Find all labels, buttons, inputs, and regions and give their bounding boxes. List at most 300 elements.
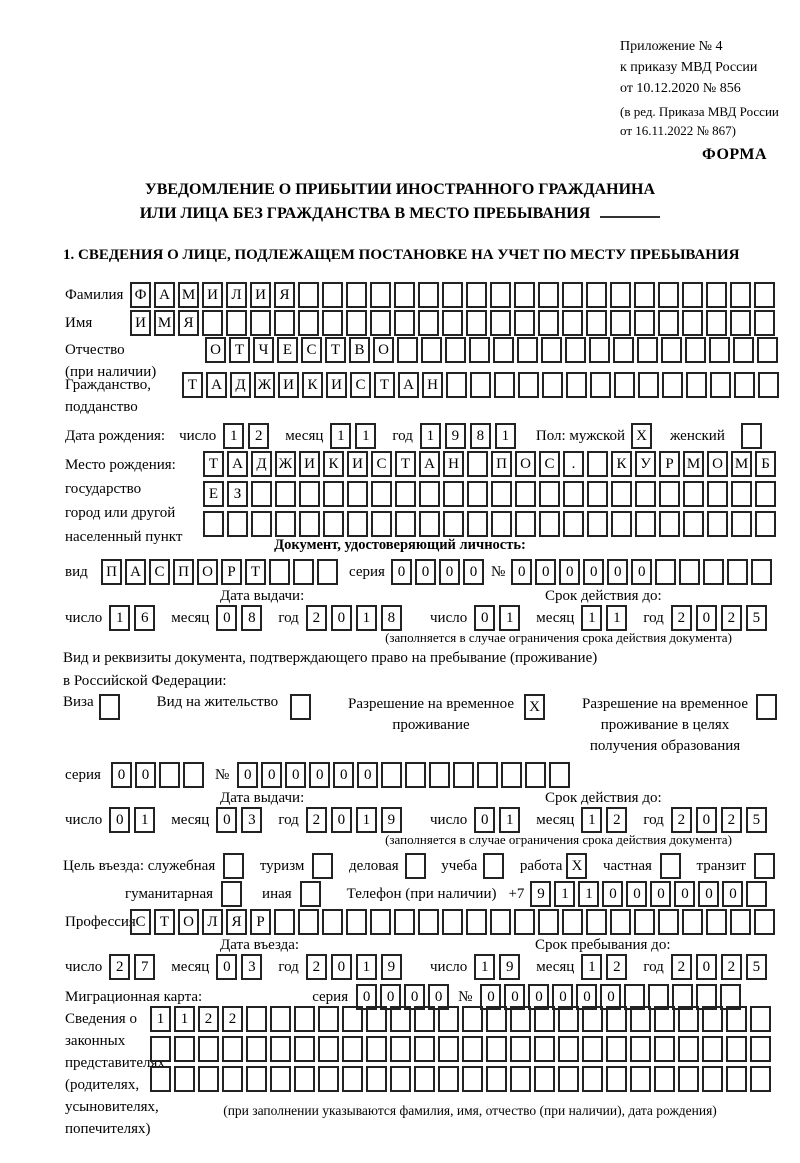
char-cell[interactable]: У xyxy=(635,451,656,477)
char-cell[interactable] xyxy=(346,909,367,935)
char-cell[interactable] xyxy=(419,481,440,507)
char-cell[interactable] xyxy=(370,310,391,336)
char-cell[interactable] xyxy=(366,1066,387,1092)
char-cell[interactable] xyxy=(347,511,368,537)
char-cell[interactable] xyxy=(203,511,224,537)
char-cell[interactable] xyxy=(630,1036,651,1062)
char-cell[interactable]: 1 xyxy=(420,423,441,449)
char-cell[interactable] xyxy=(150,1066,171,1092)
char-cell[interactable] xyxy=(251,511,272,537)
char-cell[interactable]: 0 xyxy=(552,984,573,1010)
char-cell[interactable]: О xyxy=(515,451,536,477)
char-cell[interactable]: 0 xyxy=(626,881,647,907)
char-cell[interactable] xyxy=(150,1036,171,1062)
char-cell[interactable]: 0 xyxy=(600,984,621,1010)
purpose-business-checkbox[interactable] xyxy=(405,853,426,879)
char-cell[interactable] xyxy=(637,337,658,363)
char-cell[interactable] xyxy=(466,310,487,336)
char-cell[interactable] xyxy=(445,337,466,363)
char-cell[interactable] xyxy=(270,1066,291,1092)
char-cell[interactable]: П xyxy=(101,559,122,585)
char-cell[interactable]: 0 xyxy=(333,762,354,788)
char-cell[interactable]: В xyxy=(349,337,370,363)
char-cell[interactable] xyxy=(443,511,464,537)
visa-checkbox[interactable] xyxy=(99,694,120,720)
char-cell[interactable] xyxy=(726,1006,747,1032)
char-cell[interactable]: 0 xyxy=(356,984,377,1010)
char-cell[interactable] xyxy=(342,1006,363,1032)
char-cell[interactable]: 0 xyxy=(674,881,695,907)
char-cell[interactable]: 0 xyxy=(559,559,580,585)
char-cell[interactable]: М xyxy=(154,310,175,336)
char-cell[interactable] xyxy=(566,372,587,398)
char-cell[interactable] xyxy=(414,1036,435,1062)
purpose-study-checkbox[interactable] xyxy=(483,853,504,879)
char-cell[interactable] xyxy=(517,337,538,363)
char-cell[interactable] xyxy=(501,762,522,788)
char-cell[interactable] xyxy=(638,372,659,398)
char-cell[interactable] xyxy=(565,337,586,363)
char-cell[interactable]: 8 xyxy=(241,605,262,631)
char-cell[interactable]: Я xyxy=(274,282,295,308)
char-cell[interactable]: Т xyxy=(325,337,346,363)
char-cell[interactable] xyxy=(611,481,632,507)
char-cell[interactable] xyxy=(395,481,416,507)
char-cell[interactable]: 5 xyxy=(746,605,767,631)
char-cell[interactable]: О xyxy=(205,337,226,363)
char-cell[interactable] xyxy=(746,881,767,907)
char-cell[interactable]: 1 xyxy=(474,954,495,980)
char-cell[interactable] xyxy=(549,762,570,788)
char-cell[interactable]: 2 xyxy=(721,954,742,980)
char-cell[interactable]: 1 xyxy=(578,881,599,907)
char-cell[interactable] xyxy=(371,511,392,537)
char-cell[interactable] xyxy=(486,1006,507,1032)
char-cell[interactable]: 0 xyxy=(696,605,717,631)
char-cell[interactable] xyxy=(682,310,703,336)
char-cell[interactable] xyxy=(730,310,751,336)
char-cell[interactable] xyxy=(510,1036,531,1062)
char-cell[interactable] xyxy=(294,1006,315,1032)
purpose-private-checkbox[interactable] xyxy=(660,853,681,879)
char-cell[interactable]: 7 xyxy=(134,954,155,980)
char-cell[interactable] xyxy=(293,559,314,585)
char-cell[interactable] xyxy=(494,372,515,398)
char-cell[interactable]: С xyxy=(130,909,151,935)
char-cell[interactable] xyxy=(442,282,463,308)
char-cell[interactable]: О xyxy=(707,451,728,477)
char-cell[interactable] xyxy=(590,372,611,398)
char-cell[interactable] xyxy=(515,481,536,507)
char-cell[interactable] xyxy=(322,909,343,935)
char-cell[interactable] xyxy=(429,762,450,788)
char-cell[interactable] xyxy=(707,481,728,507)
char-cell[interactable]: 0 xyxy=(309,762,330,788)
char-cell[interactable] xyxy=(438,1066,459,1092)
char-cell[interactable]: 0 xyxy=(404,984,425,1010)
char-cell[interactable] xyxy=(682,282,703,308)
char-cell[interactable] xyxy=(562,310,583,336)
char-cell[interactable] xyxy=(655,559,676,585)
char-cell[interactable] xyxy=(606,1066,627,1092)
char-cell[interactable] xyxy=(750,1036,771,1062)
char-cell[interactable] xyxy=(750,1066,771,1092)
char-cell[interactable] xyxy=(405,762,426,788)
char-cell[interactable] xyxy=(294,1036,315,1062)
char-cell[interactable]: 2 xyxy=(606,807,627,833)
char-cell[interactable]: 0 xyxy=(428,984,449,1010)
purpose-humanitarian-checkbox[interactable] xyxy=(221,881,242,907)
char-cell[interactable] xyxy=(298,909,319,935)
char-cell[interactable]: Д xyxy=(251,451,272,477)
char-cell[interactable]: 0 xyxy=(357,762,378,788)
char-cell[interactable] xyxy=(630,1006,651,1032)
char-cell[interactable] xyxy=(510,1006,531,1032)
char-cell[interactable] xyxy=(754,282,775,308)
char-cell[interactable]: 0 xyxy=(698,881,719,907)
char-cell[interactable]: А xyxy=(419,451,440,477)
char-cell[interactable]: И xyxy=(130,310,151,336)
char-cell[interactable] xyxy=(467,451,488,477)
char-cell[interactable] xyxy=(534,1036,555,1062)
char-cell[interactable] xyxy=(390,1036,411,1062)
char-cell[interactable] xyxy=(635,481,656,507)
char-cell[interactable]: П xyxy=(491,451,512,477)
char-cell[interactable]: Л xyxy=(226,282,247,308)
char-cell[interactable] xyxy=(682,909,703,935)
char-cell[interactable] xyxy=(634,282,655,308)
char-cell[interactable] xyxy=(538,909,559,935)
char-cell[interactable]: 0 xyxy=(650,881,671,907)
char-cell[interactable] xyxy=(757,337,778,363)
char-cell[interactable] xyxy=(183,762,204,788)
char-cell[interactable] xyxy=(587,451,608,477)
female-checkbox[interactable] xyxy=(741,423,762,449)
char-cell[interactable]: 0 xyxy=(331,807,352,833)
char-cell[interactable]: 2 xyxy=(306,954,327,980)
char-cell[interactable]: И xyxy=(202,282,223,308)
char-cell[interactable]: 3 xyxy=(241,954,262,980)
purpose-transit-checkbox[interactable] xyxy=(754,853,775,879)
char-cell[interactable]: 9 xyxy=(445,423,466,449)
char-cell[interactable] xyxy=(634,310,655,336)
char-cell[interactable]: 0 xyxy=(480,984,501,1010)
char-cell[interactable] xyxy=(586,310,607,336)
char-cell[interactable]: Р xyxy=(250,909,271,935)
char-cell[interactable]: М xyxy=(178,282,199,308)
purpose-tourism-checkbox[interactable] xyxy=(312,853,333,879)
char-cell[interactable] xyxy=(462,1036,483,1062)
char-cell[interactable] xyxy=(582,1036,603,1062)
char-cell[interactable]: 0 xyxy=(216,605,237,631)
char-cell[interactable] xyxy=(685,337,706,363)
char-cell[interactable] xyxy=(322,310,343,336)
char-cell[interactable]: 1 xyxy=(581,807,602,833)
char-cell[interactable] xyxy=(755,481,776,507)
male-checkbox[interactable]: X xyxy=(631,423,652,449)
char-cell[interactable]: Т xyxy=(245,559,266,585)
char-cell[interactable]: 0 xyxy=(331,954,352,980)
char-cell[interactable] xyxy=(490,310,511,336)
char-cell[interactable] xyxy=(298,310,319,336)
char-cell[interactable] xyxy=(477,762,498,788)
char-cell[interactable]: 0 xyxy=(111,762,132,788)
char-cell[interactable]: 0 xyxy=(576,984,597,1010)
char-cell[interactable] xyxy=(734,372,755,398)
char-cell[interactable] xyxy=(491,511,512,537)
char-cell[interactable] xyxy=(342,1036,363,1062)
char-cell[interactable] xyxy=(227,511,248,537)
char-cell[interactable] xyxy=(731,481,752,507)
char-cell[interactable] xyxy=(298,282,319,308)
char-cell[interactable] xyxy=(558,1066,579,1092)
char-cell[interactable] xyxy=(453,762,474,788)
char-cell[interactable] xyxy=(174,1066,195,1092)
char-cell[interactable]: 0 xyxy=(722,881,743,907)
char-cell[interactable]: К xyxy=(611,451,632,477)
char-cell[interactable] xyxy=(274,310,295,336)
char-cell[interactable] xyxy=(390,1066,411,1092)
char-cell[interactable] xyxy=(678,1036,699,1062)
char-cell[interactable] xyxy=(346,310,367,336)
char-cell[interactable] xyxy=(518,372,539,398)
char-cell[interactable]: 0 xyxy=(474,605,495,631)
char-cell[interactable]: 1 xyxy=(606,605,627,631)
char-cell[interactable] xyxy=(514,282,535,308)
char-cell[interactable]: С xyxy=(301,337,322,363)
char-cell[interactable] xyxy=(250,310,271,336)
temp-residence-education-checkbox[interactable] xyxy=(756,694,777,720)
char-cell[interactable]: 0 xyxy=(285,762,306,788)
char-cell[interactable] xyxy=(683,511,704,537)
char-cell[interactable]: 2 xyxy=(306,605,327,631)
char-cell[interactable] xyxy=(318,1066,339,1092)
char-cell[interactable] xyxy=(610,282,631,308)
char-cell[interactable]: 0 xyxy=(504,984,525,1010)
char-cell[interactable]: С xyxy=(350,372,371,398)
char-cell[interactable]: 0 xyxy=(109,807,130,833)
char-cell[interactable] xyxy=(558,1006,579,1032)
char-cell[interactable] xyxy=(683,481,704,507)
char-cell[interactable] xyxy=(514,909,535,935)
char-cell[interactable] xyxy=(582,1006,603,1032)
char-cell[interactable] xyxy=(246,1006,267,1032)
char-cell[interactable]: 2 xyxy=(671,954,692,980)
char-cell[interactable]: 0 xyxy=(380,984,401,1010)
char-cell[interactable]: И xyxy=(326,372,347,398)
char-cell[interactable]: Т xyxy=(154,909,175,935)
char-cell[interactable] xyxy=(397,337,418,363)
char-cell[interactable] xyxy=(611,511,632,537)
char-cell[interactable] xyxy=(755,511,776,537)
char-cell[interactable]: 0 xyxy=(511,559,532,585)
char-cell[interactable] xyxy=(562,282,583,308)
char-cell[interactable] xyxy=(346,282,367,308)
char-cell[interactable] xyxy=(514,310,535,336)
char-cell[interactable] xyxy=(686,372,707,398)
char-cell[interactable] xyxy=(610,310,631,336)
char-cell[interactable] xyxy=(731,511,752,537)
char-cell[interactable]: 9 xyxy=(381,807,402,833)
char-cell[interactable] xyxy=(635,511,656,537)
char-cell[interactable]: 0 xyxy=(528,984,549,1010)
char-cell[interactable] xyxy=(586,282,607,308)
char-cell[interactable] xyxy=(587,511,608,537)
char-cell[interactable] xyxy=(202,310,223,336)
char-cell[interactable] xyxy=(467,481,488,507)
char-cell[interactable] xyxy=(486,1066,507,1092)
char-cell[interactable] xyxy=(421,337,442,363)
char-cell[interactable] xyxy=(469,337,490,363)
char-cell[interactable] xyxy=(366,1036,387,1062)
char-cell[interactable]: Н xyxy=(443,451,464,477)
char-cell[interactable]: Е xyxy=(277,337,298,363)
char-cell[interactable]: 1 xyxy=(109,605,130,631)
char-cell[interactable] xyxy=(542,372,563,398)
char-cell[interactable] xyxy=(347,481,368,507)
char-cell[interactable] xyxy=(462,1066,483,1092)
char-cell[interactable] xyxy=(654,1066,675,1092)
char-cell[interactable] xyxy=(751,559,772,585)
char-cell[interactable]: К xyxy=(302,372,323,398)
char-cell[interactable]: 5 xyxy=(746,807,767,833)
char-cell[interactable] xyxy=(563,511,584,537)
temp-residence-checkbox[interactable]: X xyxy=(524,694,545,720)
char-cell[interactable] xyxy=(270,1036,291,1062)
char-cell[interactable] xyxy=(159,762,180,788)
char-cell[interactable]: . xyxy=(563,451,584,477)
char-cell[interactable] xyxy=(754,310,775,336)
char-cell[interactable] xyxy=(438,1006,459,1032)
char-cell[interactable] xyxy=(226,310,247,336)
char-cell[interactable] xyxy=(515,511,536,537)
char-cell[interactable] xyxy=(634,909,655,935)
char-cell[interactable] xyxy=(466,282,487,308)
char-cell[interactable]: Р xyxy=(221,559,242,585)
char-cell[interactable] xyxy=(606,1036,627,1062)
char-cell[interactable]: О xyxy=(197,559,218,585)
char-cell[interactable]: Ф xyxy=(130,282,151,308)
char-cell[interactable] xyxy=(678,1066,699,1092)
char-cell[interactable]: А xyxy=(125,559,146,585)
char-cell[interactable] xyxy=(582,1066,603,1092)
char-cell[interactable] xyxy=(493,337,514,363)
char-cell[interactable]: А xyxy=(398,372,419,398)
char-cell[interactable] xyxy=(222,1036,243,1062)
char-cell[interactable] xyxy=(251,481,272,507)
char-cell[interactable]: Я xyxy=(226,909,247,935)
char-cell[interactable]: 0 xyxy=(474,807,495,833)
char-cell[interactable] xyxy=(525,762,546,788)
char-cell[interactable] xyxy=(726,1036,747,1062)
char-cell[interactable]: 2 xyxy=(606,954,627,980)
char-cell[interactable] xyxy=(318,1006,339,1032)
char-cell[interactable]: 9 xyxy=(530,881,551,907)
char-cell[interactable]: 0 xyxy=(261,762,282,788)
char-cell[interactable]: 1 xyxy=(356,605,377,631)
char-cell[interactable] xyxy=(754,909,775,935)
char-cell[interactable]: И xyxy=(347,451,368,477)
char-cell[interactable]: О xyxy=(373,337,394,363)
char-cell[interactable] xyxy=(562,909,583,935)
char-cell[interactable]: 2 xyxy=(721,807,742,833)
char-cell[interactable] xyxy=(654,1006,675,1032)
char-cell[interactable] xyxy=(730,909,751,935)
char-cell[interactable] xyxy=(366,1006,387,1032)
char-cell[interactable]: 2 xyxy=(222,1006,243,1032)
purpose-other-checkbox[interactable] xyxy=(300,881,321,907)
char-cell[interactable] xyxy=(370,909,391,935)
char-cell[interactable] xyxy=(630,1066,651,1092)
char-cell[interactable] xyxy=(270,1006,291,1032)
purpose-official-checkbox[interactable] xyxy=(223,853,244,879)
char-cell[interactable]: И xyxy=(299,451,320,477)
char-cell[interactable]: Т xyxy=(229,337,250,363)
char-cell[interactable]: 0 xyxy=(331,605,352,631)
char-cell[interactable] xyxy=(534,1066,555,1092)
char-cell[interactable]: П xyxy=(173,559,194,585)
char-cell[interactable]: К xyxy=(323,451,344,477)
char-cell[interactable] xyxy=(246,1036,267,1062)
char-cell[interactable] xyxy=(541,337,562,363)
char-cell[interactable]: Ж xyxy=(254,372,275,398)
char-cell[interactable]: С xyxy=(371,451,392,477)
char-cell[interactable]: С xyxy=(539,451,560,477)
char-cell[interactable]: 1 xyxy=(223,423,244,449)
char-cell[interactable] xyxy=(606,1006,627,1032)
char-cell[interactable] xyxy=(702,1006,723,1032)
char-cell[interactable]: И xyxy=(278,372,299,398)
char-cell[interactable] xyxy=(394,909,415,935)
char-cell[interactable]: 3 xyxy=(241,807,262,833)
char-cell[interactable] xyxy=(539,481,560,507)
char-cell[interactable]: 1 xyxy=(554,881,575,907)
char-cell[interactable] xyxy=(442,310,463,336)
char-cell[interactable]: Н xyxy=(422,372,443,398)
char-cell[interactable] xyxy=(614,372,635,398)
char-cell[interactable]: Я xyxy=(178,310,199,336)
char-cell[interactable] xyxy=(709,337,730,363)
char-cell[interactable]: 1 xyxy=(150,1006,171,1032)
char-cell[interactable] xyxy=(658,909,679,935)
char-cell[interactable] xyxy=(510,1066,531,1092)
char-cell[interactable] xyxy=(418,282,439,308)
char-cell[interactable] xyxy=(706,310,727,336)
char-cell[interactable] xyxy=(466,909,487,935)
char-cell[interactable]: 2 xyxy=(109,954,130,980)
char-cell[interactable]: 1 xyxy=(134,807,155,833)
char-cell[interactable] xyxy=(587,481,608,507)
char-cell[interactable]: 5 xyxy=(746,954,767,980)
char-cell[interactable]: 0 xyxy=(535,559,556,585)
char-cell[interactable] xyxy=(658,310,679,336)
char-cell[interactable]: 1 xyxy=(499,605,520,631)
char-cell[interactable] xyxy=(414,1006,435,1032)
char-cell[interactable]: О xyxy=(178,909,199,935)
char-cell[interactable]: З xyxy=(227,481,248,507)
char-cell[interactable] xyxy=(467,511,488,537)
char-cell[interactable]: Т xyxy=(182,372,203,398)
char-cell[interactable] xyxy=(246,1066,267,1092)
char-cell[interactable] xyxy=(654,1036,675,1062)
residence-permit-checkbox[interactable] xyxy=(290,694,311,720)
char-cell[interactable] xyxy=(438,1036,459,1062)
char-cell[interactable] xyxy=(659,511,680,537)
char-cell[interactable] xyxy=(323,511,344,537)
char-cell[interactable]: 0 xyxy=(607,559,628,585)
char-cell[interactable]: 1 xyxy=(330,423,351,449)
char-cell[interactable] xyxy=(702,1066,723,1092)
